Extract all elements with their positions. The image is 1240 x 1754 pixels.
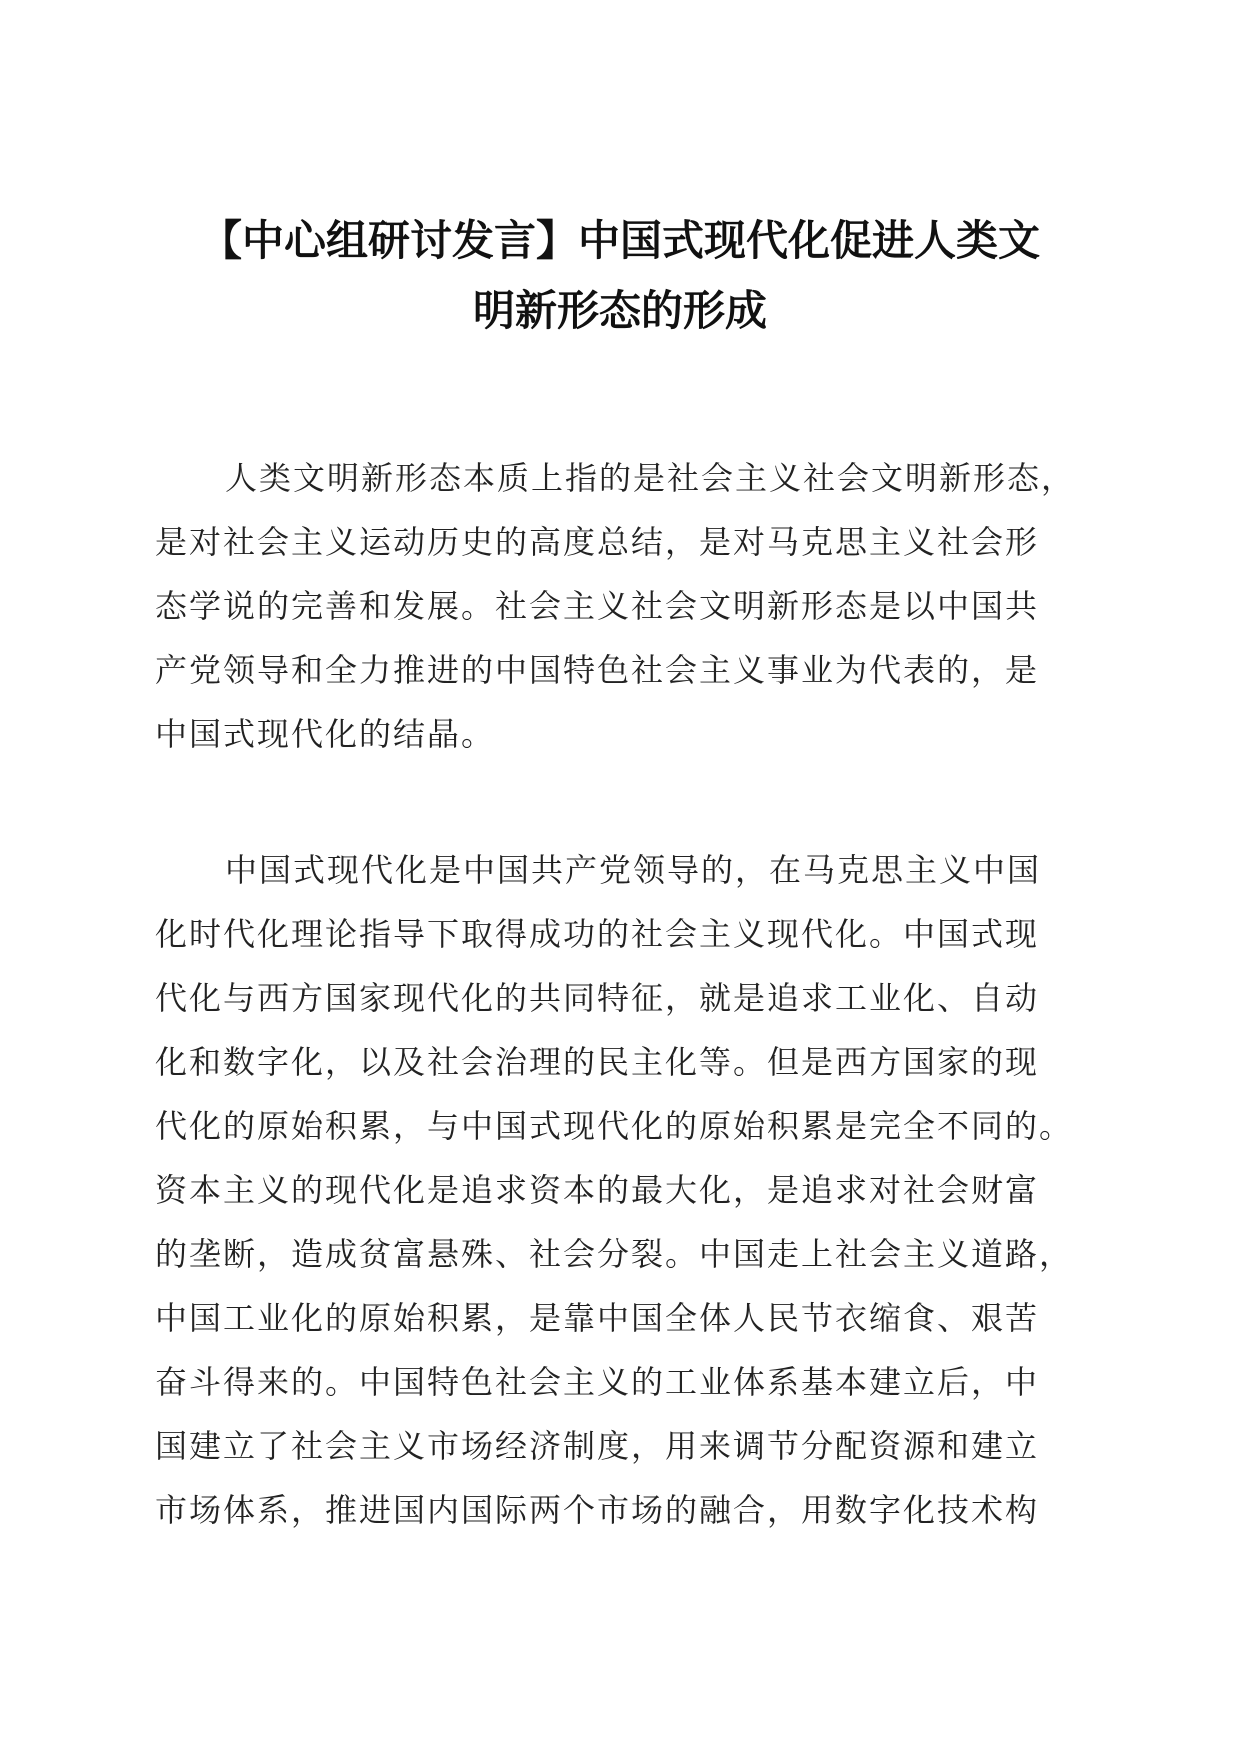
paragraph-line: 化和数字化，以及社会治理的民主化等。但是西方国家的现 — [155, 1043, 1040, 1081]
paragraph-line: 人类文明新形态本质上指的是社会主义社会文明新形态， — [225, 459, 1076, 497]
title-line-1: 【中心组研讨发言】中国式现代化促进人类文 — [199, 216, 1040, 265]
paragraph-2 — [155, 838, 1079, 1542]
paragraph-line: 奋斗得来的。中国特色社会主义的工业体系基本建立后，中 — [155, 1363, 1040, 1401]
document-title — [155, 206, 1085, 346]
paragraph-line: 中国工业化的原始积累，是靠中国全体人民节衣缩食、艰苦 — [155, 1299, 1040, 1337]
paragraph-line: 资本主义的现代化是追求资本的最大化，是追求对社会财富 — [155, 1171, 1040, 1209]
paragraph-line: 是对社会主义运动历史的高度总结，是对马克思主义社会形 — [155, 523, 1040, 561]
paragraph-1 — [155, 446, 1079, 766]
paragraph-line: 产党领导和全力推进的中国特色社会主义事业为代表的，是 — [155, 651, 1040, 689]
paragraph-line: 中国式现代化是中国共产党领导的，在马克思主义中国 — [225, 851, 1042, 889]
paragraph-line: 代化的原始积累，与中国式现代化的原始积累是完全不同的。 — [155, 1107, 1074, 1145]
paragraph-line: 市场体系，推进国内国际两个市场的融合，用数字化技术构 — [155, 1491, 1040, 1529]
title-line-2: 明新形态的形成 — [472, 286, 767, 335]
paragraph-line: 国建立了社会主义市场经济制度，用来调节分配资源和建立 — [155, 1427, 1040, 1465]
paragraph-line: 化时代化理论指导下取得成功的社会主义现代化。中国式现 — [155, 915, 1040, 953]
paragraph-line: 的垄断，造成贫富悬殊、社会分裂。中国走上社会主义道路， — [155, 1235, 1074, 1273]
paragraph-line: 代化与西方国家现代化的共同特征，就是追求工业化、自动 — [155, 979, 1040, 1017]
paragraph-line: 中国式现代化的结晶。 — [155, 715, 496, 753]
paragraph-line: 态学说的完善和发展。社会主义社会文明新形态是以中国共 — [155, 587, 1040, 625]
